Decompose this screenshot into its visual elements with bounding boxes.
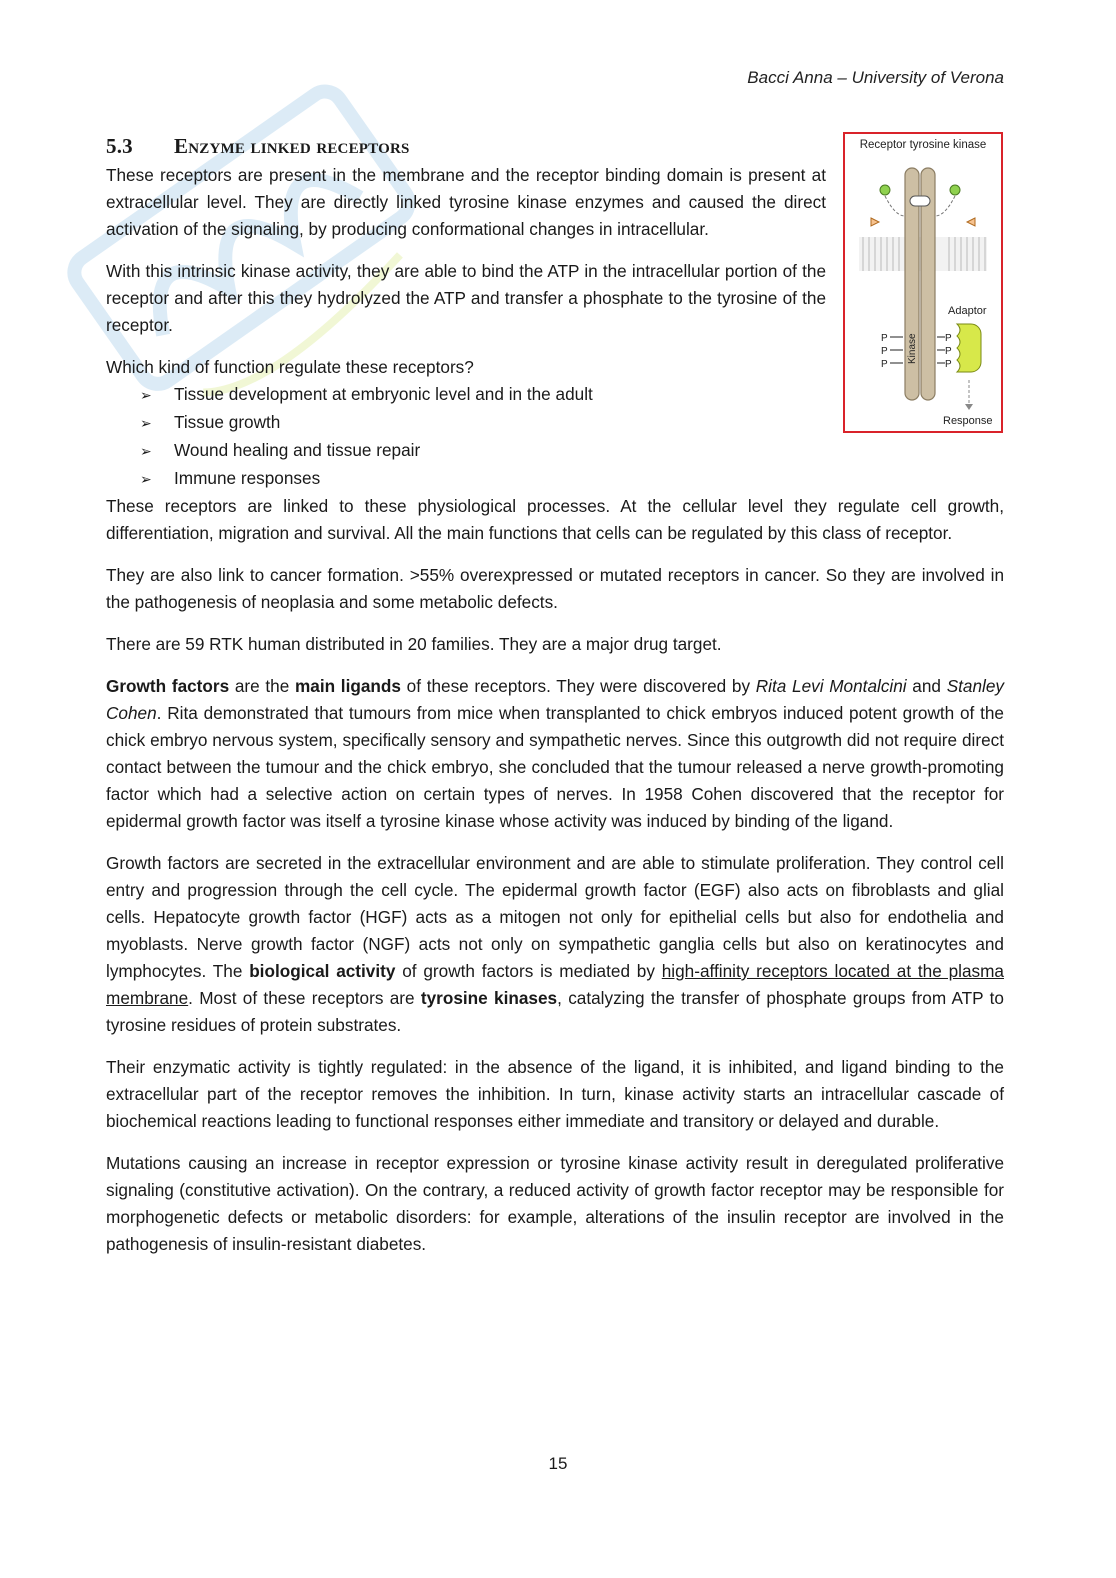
- paragraph-9: Mutations causing an increase in receptor expression or tyrosine kinase activity result in deregulated proliferative signaling (constitutive activation). On the contrary, a reduced activity of growth factor receptor may be responsible for morphogenetic defects or metabolic disorders: for example, alterations of the insulin receptor are involved in the pathogenesis of insulin-resistant diabetes.: [106, 1153, 1004, 1254]
- list-item: ➢ Wound healing and tissue repair: [140, 437, 1004, 465]
- paragraph-8: Their enzymatic activity is tightly regulated: in the absence of the ligand, it is inhibited, and ligand binding to the extracellular part of the receptor removes the inhibition. In turn, kinase activity starts an intracellular cascade of biochemical reactions leading to functional responses either immediate and transitory or delayed and durable.: [106, 1057, 1004, 1131]
- page-number: 15: [548, 1454, 568, 1473]
- svg-text:P: P: [881, 333, 888, 344]
- svg-text:P: P: [881, 359, 888, 370]
- svg-text:P: P: [945, 359, 952, 370]
- svg-text:P: P: [881, 346, 888, 357]
- arrow-bullet-icon: ➢: [140, 471, 152, 487]
- paragraph-2: With this intrinsic kinase activity, they are able to bind the ATP in the intracellular portion of the receptor and after this they hydrolyzed the ATP and transfer a phosphate to the tyrosine of the receptor.: [106, 261, 826, 335]
- svg-text:P: P: [945, 333, 952, 344]
- paragraph-3: These receptors are linked to these physiological processes. At the cellular level they regulate cell growth, differentiation, migration and survival. All the main functions that cells can be regulated by this class of receptor.: [106, 496, 1004, 543]
- figure-title: Receptor tyrosine kinase: [859, 139, 987, 151]
- paragraph-5: There are 59 RTK human distributed in 20 families. They are a major drug target.: [106, 634, 722, 654]
- kinase-label: Kinase: [907, 333, 918, 364]
- svg-text:P: P: [945, 346, 952, 357]
- page-header: Bacci Anna – University of Verona: [747, 68, 1004, 87]
- arrow-bullet-icon: ➢: [140, 387, 152, 403]
- function-list: [140, 381, 1004, 493]
- paragraph-1: These receptors are present in the membrane and the receptor binding domain is present at extracellular level. They are directly linked tyrosine kinase enzymes and caused the direct activation of the signaling, by producing conformational changes in intracellular.: [106, 165, 826, 239]
- list-item: ➢ Tissue development at embryonic level and in the adult: [140, 381, 1004, 409]
- question-text: Which kind of function regulate these receptors?: [106, 357, 474, 377]
- response-label: Response: [943, 415, 993, 427]
- paragraph-4: They are also link to cancer formation. >55% overexpressed or mutated receptors in cancer. So they are involved in the pathogenesis of neoplasia and some metabolic defects.: [106, 565, 1004, 612]
- arrow-bullet-icon: ➢: [140, 443, 152, 459]
- section-number: 5.3: [106, 134, 133, 158]
- section-heading: [106, 133, 1004, 160]
- adaptor-label: Adaptor: [948, 305, 987, 317]
- main-content: [106, 133, 1004, 1273]
- list-item: ➢ Tissue growth: [140, 409, 1004, 437]
- paragraph-7: Growth factors are secreted in the extracellular environment and are able to stimulate proliferation. They control cell entry and progression through the cell cycle. The epidermal growth factor (EGF) also acts on fibroblasts and glial cells. Hepatocyte growth factor (HGF) acts as a mitogen not only for epithelial cells but also for endothelia and myoblasts. Nerve growth factor (NGF) acts not only on sympathetic ganglia cells but also on keratinocytes and lymphocytes. The biological activity of growth factors is mediated by high-affinity receptors located at the plasma membrane. Most of these receptors are tyrosine kinases, catalyzing the transfer of phosphate groups from ATP to tyrosine residues of protein substrates.: [106, 853, 1004, 1035]
- list-item: ➢ Immune responses: [140, 465, 1004, 493]
- paragraph-6: Growth factors are the main ligands of these receptors. They were discovered by Rita Levi Montalcini and Stanley Cohen. Rita demonstrated that tumours from mice when transplanted to chick embryos induced potent growth of the chick embryo nervous system, specifically sensory and sympathetic nerves. Since this outgrowth did not require direct contact between the tumour and the chick embryo, she concluded that the tumour released a nerve growth-promoting factor which had a selective action on certain types of nerves. In 1958 Cohen discovered that the receptor for epidermal growth factor was itself a tyrosine kinase whose activity was induced by binding of the ligand.: [106, 676, 1005, 831]
- section-title: Enzyme linked receptors: [174, 134, 410, 158]
- arrow-bullet-icon: ➢: [140, 415, 152, 431]
